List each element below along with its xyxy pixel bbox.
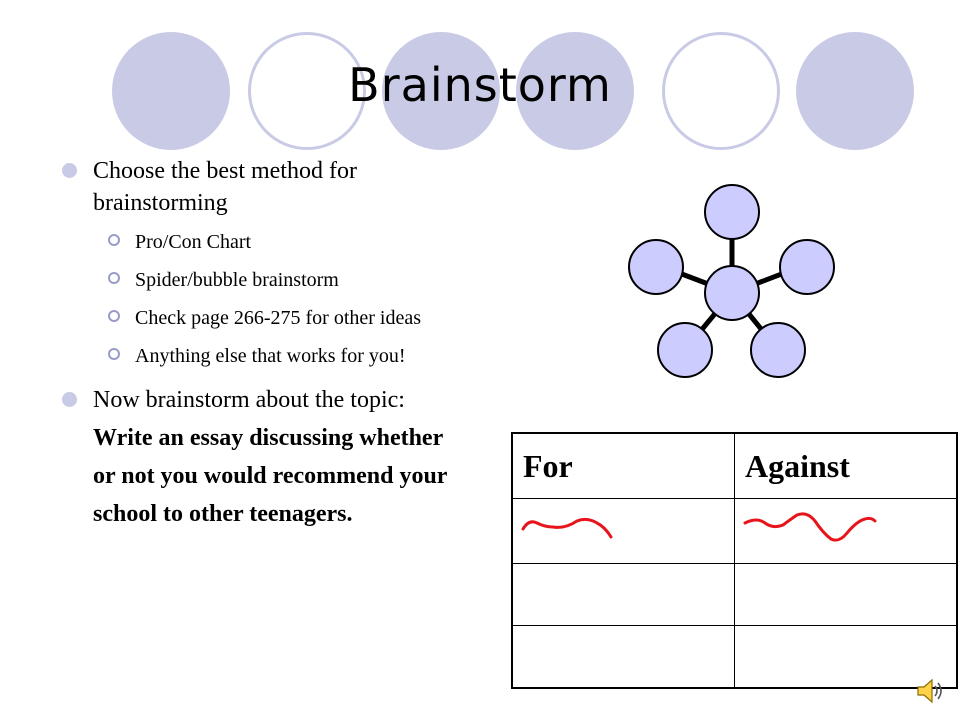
table-row: [512, 564, 957, 626]
speaker-icon[interactable]: [915, 676, 947, 706]
pro-con-table: [511, 432, 958, 689]
ring-bullet-icon: [108, 272, 120, 284]
bullet-dot-icon: [62, 392, 77, 407]
sub-bullet-item: [60, 229, 460, 255]
table-cell: [735, 499, 958, 564]
table-row: [512, 499, 957, 564]
spider-center-bubble: [705, 266, 759, 320]
sub-bullet-text: Check page 266-275 for other ideas: [135, 307, 422, 329]
bullet-text-bold: Write an essay discussing whether or not you would recommend your school to other teenagers.: [93, 425, 448, 527]
sub-bullet-item: [60, 343, 460, 369]
header-against: Against: [735, 433, 958, 499]
sub-bullet-text: Anything else that works for you!: [135, 345, 406, 367]
ring-bullet-icon: [108, 310, 120, 322]
bullet-dot-icon: [62, 163, 77, 178]
sub-bullet-text: Spider/bubble brainstorm: [135, 269, 339, 291]
ring-bullet-icon: [108, 234, 120, 246]
spider-bubble: [658, 323, 712, 377]
sub-bullet-item: [60, 267, 460, 293]
bullet-text: Now brainstorm about the topic:: [93, 387, 405, 413]
sub-bullet-text: Pro/Con Chart: [135, 231, 252, 253]
sub-bullet-item: [60, 305, 460, 331]
scribble-mark: [513, 499, 724, 563]
table-row: [512, 626, 957, 689]
table-cell: [735, 564, 958, 626]
spider-bubble: [780, 240, 834, 294]
table-header-row: [512, 433, 957, 499]
table-cell: [512, 564, 735, 626]
spider-bubble: [751, 323, 805, 377]
bullet-item: [60, 381, 460, 533]
header-for: For: [512, 433, 735, 499]
bullet-item: [60, 155, 460, 219]
table-cell: [512, 626, 735, 689]
spider-diagram: [620, 180, 840, 385]
bullet-list: [60, 155, 460, 543]
scribble-mark: [735, 499, 946, 563]
bullet-text: Choose the best method for brainstorming: [93, 158, 357, 216]
table-cell: [512, 499, 735, 564]
ring-bullet-icon: [108, 348, 120, 360]
slide-title: Brainstorm: [348, 58, 612, 112]
spider-bubble: [705, 185, 759, 239]
spider-bubble: [629, 240, 683, 294]
